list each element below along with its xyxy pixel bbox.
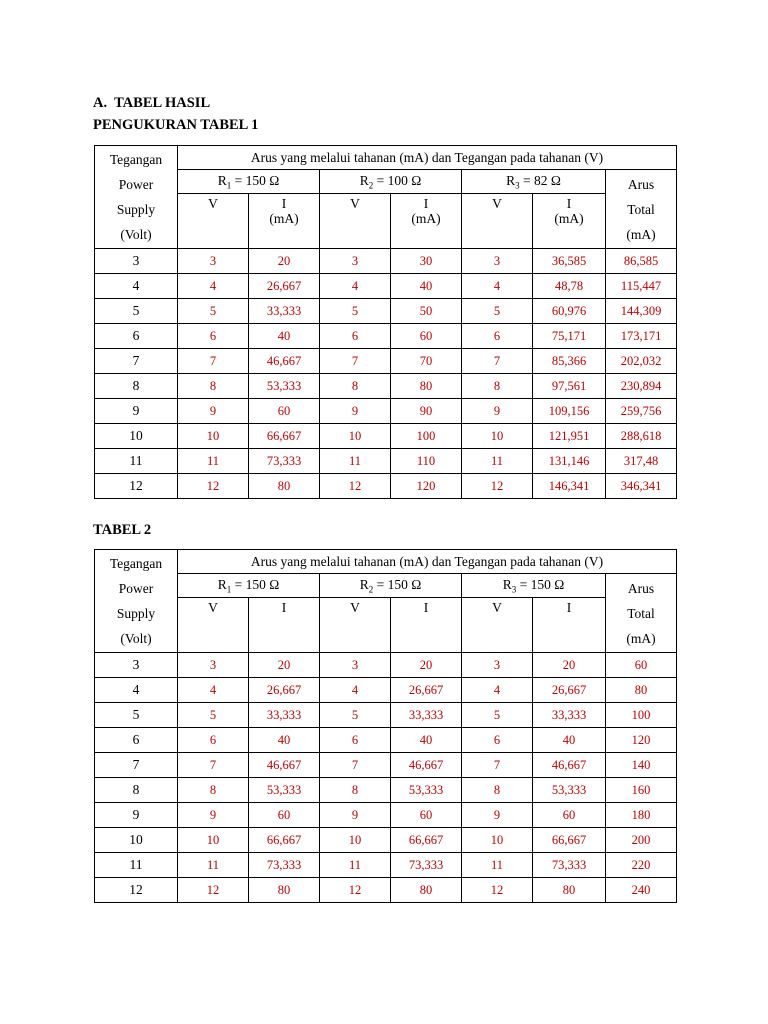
resistor-value: = 150 Ω [373,576,422,592]
table-cell: 85,366 [533,349,606,374]
supply-voltage-cell: 8 [95,374,178,399]
table-cell: 7 [178,753,249,778]
table-row [95,449,677,474]
supply-voltage-cell: 11 [95,449,178,474]
table-cell: 46,667 [391,753,462,778]
current-symbol: I [281,600,287,615]
measurement-table-2 [94,549,677,903]
supply-voltage-cell: 3 [95,249,178,274]
table-cell: 80 [533,878,606,903]
table-cell: 8 [178,374,249,399]
table-cell: 75,171 [533,324,606,349]
total-current-cell: 160 [606,778,677,803]
total-current-cell: 259,756 [606,399,677,424]
voltage-header-line: Tegangan [109,556,163,571]
table-cell: 12 [178,878,249,903]
voltage-subheader: V [178,194,249,249]
table-cell: 110 [391,449,462,474]
current-symbol: I [423,196,429,211]
table-cell: 10 [178,828,249,853]
current-symbol: I [566,600,572,615]
supply-voltage-cell: 9 [95,803,178,828]
voltage-subheader: V [462,194,533,249]
supply-voltage-cell: 11 [95,853,178,878]
voltage-subheader: V [320,598,391,653]
voltage-column-header [95,550,178,653]
table-row [95,803,677,828]
table-cell: 66,667 [391,828,462,853]
table-cell: 73,333 [249,449,320,474]
table-cell: 33,333 [249,703,320,728]
section-heading: A. TABEL HASIL [93,95,211,111]
current-subheader [533,598,606,653]
total-header-line: Total [627,605,655,621]
table-row [95,728,677,753]
resistor-index: 3 [511,584,517,595]
measurement-table-1 [94,145,677,499]
total-current-cell: 115,447 [606,274,677,299]
table-cell: 8 [178,778,249,803]
table-cell: 46,667 [533,753,606,778]
voltage-header-line: Supply [116,606,156,621]
table-cell: 3 [178,249,249,274]
table-row [95,778,677,803]
table-cell: 121,951 [533,424,606,449]
table-cell: 9 [320,803,391,828]
total-current-cell: 317,48 [606,449,677,474]
table-cell: 20 [249,653,320,678]
resistor-header [462,574,606,598]
total-current-cell: 288,618 [606,424,677,449]
current-subheader [391,598,462,653]
table-cell: 53,333 [533,778,606,803]
supply-voltage-cell: 12 [95,878,178,903]
table-cell: 7 [320,753,391,778]
current-subheader [533,194,606,249]
table-cell: 80 [249,474,320,499]
table-cell: 10 [178,424,249,449]
supply-voltage-cell: 7 [95,349,178,374]
table-cell: 97,561 [533,374,606,399]
table-cell: 66,667 [533,828,606,853]
total-current-header [606,574,677,653]
table-row [95,249,677,274]
table-cell: 11 [462,449,533,474]
table-cell: 5 [320,299,391,324]
supply-voltage-cell: 6 [95,324,178,349]
supply-voltage-cell: 4 [95,274,178,299]
supply-voltage-cell: 5 [95,299,178,324]
table-row [95,474,677,499]
table-row [95,349,677,374]
table-cell: 12 [462,474,533,499]
table-cell: 60,976 [533,299,606,324]
table-cell: 8 [462,374,533,399]
table-cell: 6 [320,728,391,753]
current-unit: (mA) [411,211,441,226]
table-cell: 10 [320,828,391,853]
total-current-cell: 60 [606,653,677,678]
table-row [95,853,677,878]
table-cell: 9 [320,399,391,424]
total-header-line: Total [627,201,655,217]
table-cell: 50 [391,299,462,324]
voltage-header-line: Power [118,177,154,192]
supply-voltage-cell: 7 [95,753,178,778]
total-current-cell: 200 [606,828,677,853]
total-current-cell: 80 [606,678,677,703]
table-cell: 3 [320,249,391,274]
table-cell: 40 [249,324,320,349]
table-row [95,324,677,349]
table-row [95,399,677,424]
table-cell: 26,667 [533,678,606,703]
table-cell: 10 [320,424,391,449]
total-current-cell: 120 [606,728,677,753]
current-symbol: I [566,196,572,211]
supply-voltage-cell: 5 [95,703,178,728]
resistor-symbol: R [359,172,369,188]
table-cell: 11 [320,853,391,878]
table-cell: 7 [462,753,533,778]
resistor-symbol: R [506,172,516,188]
table-cell: 146,341 [533,474,606,499]
table-cell: 8 [462,778,533,803]
voltage-header-line: Tegangan [109,152,163,167]
table-row [95,878,677,903]
resistor-symbol: R [217,172,227,188]
table-row [95,299,677,324]
table-cell: 40 [249,728,320,753]
table-cell: 36,585 [533,249,606,274]
table-cell: 20 [249,249,320,274]
table-cell: 8 [320,374,391,399]
resistor-symbol: R [217,576,227,592]
supply-voltage-cell: 4 [95,678,178,703]
table-cell: 6 [178,728,249,753]
table-cell: 40 [391,274,462,299]
resistor-header [320,574,462,598]
table-cell: 4 [320,678,391,703]
table-cell: 53,333 [391,778,462,803]
table-cell: 73,333 [249,853,320,878]
table2-title: TABEL 2 [93,522,152,538]
resistor-value: = 150 Ω [516,576,565,592]
table-row [95,678,677,703]
table-cell: 40 [391,728,462,753]
table-cell: 80 [391,878,462,903]
table-cell: 7 [462,349,533,374]
table-cell: 6 [462,728,533,753]
table-cell: 4 [178,274,249,299]
group-header: Arus yang melalui tahanan (mA) dan Tegangan pada tahanan (V) [178,550,677,574]
table-row [95,424,677,449]
voltage-subheader: V [320,194,391,249]
table-cell: 66,667 [249,828,320,853]
table1-title: PENGUKURAN TABEL 1 [93,117,259,133]
supply-voltage-cell: 6 [95,728,178,753]
total-header-line: (mA) [626,226,656,242]
table-cell: 33,333 [533,703,606,728]
table-cell: 73,333 [391,853,462,878]
voltage-header-line: (Volt) [120,631,152,646]
table-row [95,374,677,399]
table-row [95,703,677,728]
voltage-subheader: V [178,598,249,653]
table-cell: 4 [462,678,533,703]
table-row [95,828,677,853]
table-cell: 20 [533,653,606,678]
table-cell: 5 [462,299,533,324]
table-cell: 5 [178,703,249,728]
total-current-cell: 140 [606,753,677,778]
current-subheader [249,598,320,653]
table-cell: 4 [462,274,533,299]
total-current-cell: 86,585 [606,249,677,274]
total-current-cell: 173,171 [606,324,677,349]
voltage-subheader: V [462,598,533,653]
total-current-cell: 230,894 [606,374,677,399]
table-row [95,653,677,678]
voltage-header-line: (Volt) [120,227,152,242]
table-cell: 40 [533,728,606,753]
table-cell: 6 [178,324,249,349]
table-row [95,274,677,299]
table-cell: 53,333 [249,778,320,803]
voltage-header-line: Power [118,581,154,596]
resistor-index: 2 [368,584,374,595]
total-current-cell: 202,032 [606,349,677,374]
total-current-cell: 144,309 [606,299,677,324]
current-unit: (mA) [269,211,299,226]
resistor-index: 3 [515,180,520,191]
resistor-header [178,574,320,598]
table-cell: 8 [320,778,391,803]
resistor-index: 1 [226,584,232,595]
table-cell: 60 [249,803,320,828]
resistor-header [462,170,606,194]
resistor-value: = 100 Ω [373,172,422,188]
current-subheader [249,194,320,249]
table-cell: 12 [462,878,533,903]
table-cell: 6 [320,324,391,349]
current-symbol: I [281,196,287,211]
table-cell: 6 [462,324,533,349]
table-cell: 100 [391,424,462,449]
table-cell: 53,333 [249,374,320,399]
supply-voltage-cell: 8 [95,778,178,803]
supply-voltage-cell: 9 [95,399,178,424]
voltage-column-header [95,146,178,249]
table-cell: 80 [249,878,320,903]
resistor-header [320,170,462,194]
table-cell: 3 [462,249,533,274]
resistor-symbol: R [502,576,512,592]
resistor-index: 2 [368,180,374,191]
resistor-header [178,170,320,194]
total-header-line: (mA) [626,630,656,646]
table-cell: 60 [249,399,320,424]
table-cell: 33,333 [391,703,462,728]
total-current-header [606,170,677,249]
current-symbol: I [423,600,429,615]
table-cell: 11 [178,449,249,474]
total-current-cell: 346,341 [606,474,677,499]
table-cell: 30 [391,249,462,274]
total-current-cell: 220 [606,853,677,878]
table-cell: 9 [178,803,249,828]
table-cell: 66,667 [249,424,320,449]
table-cell: 20 [391,653,462,678]
table-cell: 26,667 [249,274,320,299]
resistor-value: = 82 Ω [519,172,561,188]
table-cell: 131,146 [533,449,606,474]
total-current-cell: 240 [606,878,677,903]
resistor-value: = 150 Ω [231,172,280,188]
supply-voltage-cell: 12 [95,474,178,499]
table-cell: 11 [178,853,249,878]
table-cell: 5 [462,703,533,728]
table-cell: 3 [462,653,533,678]
table-cell: 9 [462,803,533,828]
total-current-cell: 100 [606,703,677,728]
table-cell: 12 [178,474,249,499]
table-cell: 26,667 [249,678,320,703]
table-cell: 11 [462,853,533,878]
resistor-index: 1 [226,180,232,191]
table-cell: 9 [178,399,249,424]
table-cell: 10 [462,424,533,449]
supply-voltage-cell: 10 [95,828,178,853]
table-cell: 4 [178,678,249,703]
group-header: Arus yang melalui tahanan (mA) dan Tegangan pada tahanan (V) [178,146,677,170]
total-header-line: Arus [627,176,655,192]
table-cell: 46,667 [249,349,320,374]
table-cell: 26,667 [391,678,462,703]
supply-voltage-cell: 10 [95,424,178,449]
table-cell: 120 [391,474,462,499]
supply-voltage-cell: 3 [95,653,178,678]
table-cell: 9 [462,399,533,424]
table-cell: 4 [320,274,391,299]
table-row [95,753,677,778]
table-cell: 7 [320,349,391,374]
table-cell: 11 [320,449,391,474]
table-cell: 33,333 [249,299,320,324]
table-cell: 60 [391,324,462,349]
table-cell: 70 [391,349,462,374]
table-cell: 5 [178,299,249,324]
table-cell: 60 [391,803,462,828]
table-cell: 109,156 [533,399,606,424]
table-cell: 80 [391,374,462,399]
table-cell: 7 [178,349,249,374]
table-cell: 46,667 [249,753,320,778]
table-cell: 48,78 [533,274,606,299]
current-unit: (mA) [554,211,584,226]
table-cell: 10 [462,828,533,853]
current-subheader [391,194,462,249]
table-cell: 5 [320,703,391,728]
total-header-line: Arus [627,580,655,596]
table-cell: 3 [320,653,391,678]
resistor-symbol: R [359,576,369,592]
table-cell: 12 [320,878,391,903]
table-cell: 60 [533,803,606,828]
table-cell: 73,333 [533,853,606,878]
table-cell: 90 [391,399,462,424]
total-current-cell: 180 [606,803,677,828]
voltage-header-line: Supply [116,202,156,217]
table-cell: 12 [320,474,391,499]
table-cell: 3 [178,653,249,678]
resistor-value: = 150 Ω [231,576,280,592]
